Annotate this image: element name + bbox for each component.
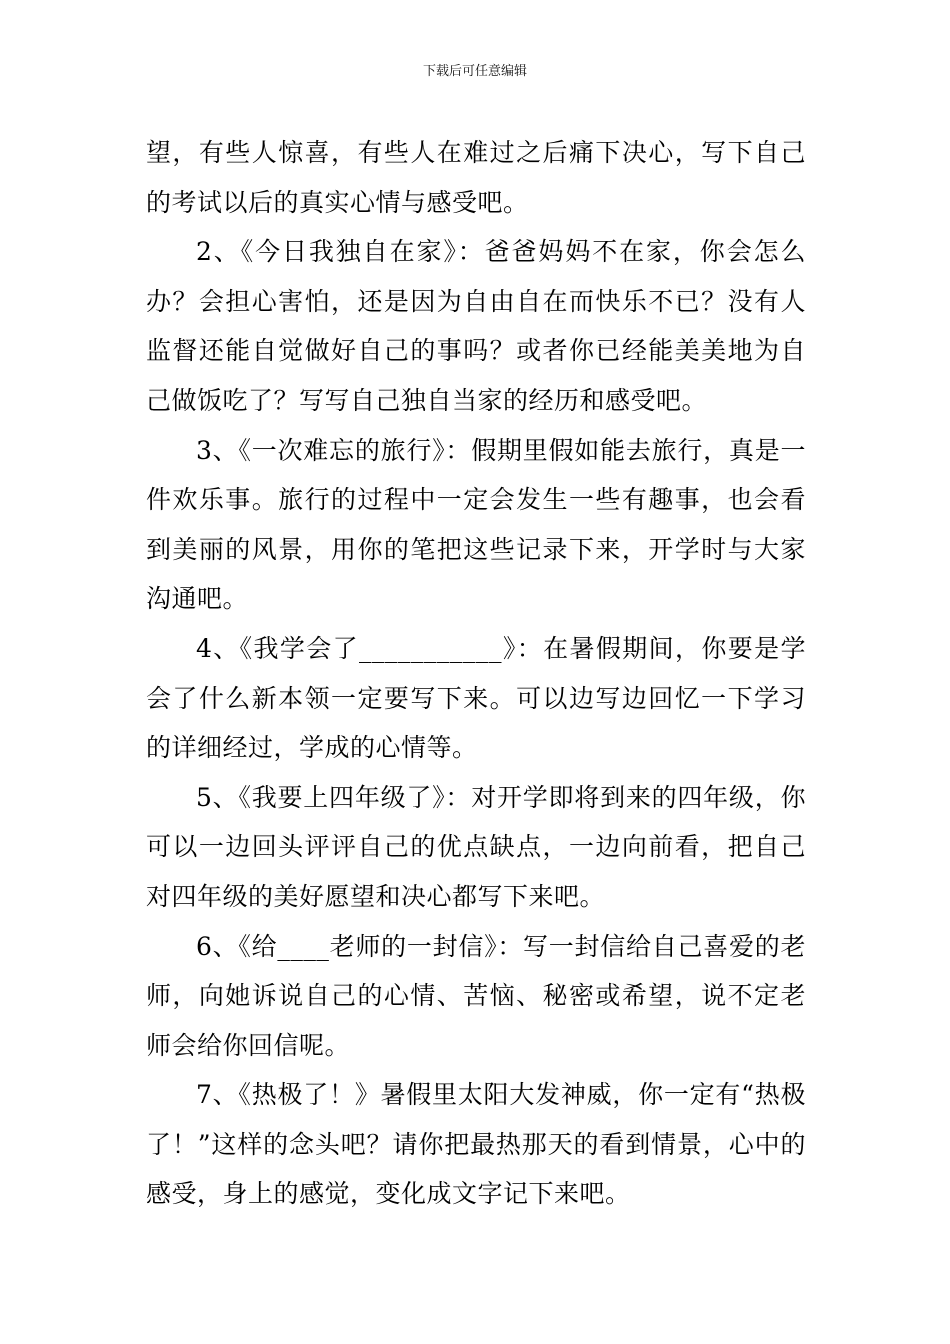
paragraph-topic-6: 6、《给____老师的一封信》：写一封信给自己喜爱的老师，向她诉说自己的心情、苦恼、秘密或希望，说不定老师会给你回信呢。	[146, 931, 806, 1060]
paragraph-topic-5: 5、《我要上四年级了》：对开学即将到来的四年级，你可以一边回头评评自己的优点缺点，一边向前看，把自己对四年级的美好愿望和决心都写下来吧。	[146, 782, 806, 911]
paragraph-continuation: 望，有些人惊喜，有些人在难过之后痛下决心，写下自己的考试以后的真实心情与感受吧。	[146, 138, 806, 217]
paragraph-topic-2: 2、《今日我独自在家》：爸爸妈妈不在家，你会怎么办？会担心害怕，还是因为自由自在而快乐不已？没有人监督还能自觉做好自己的事吗？或者你已经能美美地为自己做饭吃了？写写自己独自当家的经历和感受吧。	[146, 237, 806, 415]
page-header: 下载后可任意编辑	[422, 64, 527, 79]
paragraph-topic-7: 7、《热极了！》暑假里太阳大发神威，你一定有“热极了！”这样的念头吧？请你把最热那天的看到情景，心中的感受，身上的感觉，变化成文字记下来吧。	[146, 1080, 806, 1209]
document-body	[146, 128, 806, 1219]
paragraph-topic-3: 3、《一次难忘的旅行》：假期里假如能去旅行，真是一件欢乐事。旅行的过程中一定会发生一些有趣事，也会看到美丽的风景，用你的笔把这些记录下来，开学时与大家沟通吧。	[146, 435, 806, 614]
paragraph-topic-4: 4、《我学会了___________》：在暑假期间，你要是学会了什么新本领一定要写下来。可以边写边回忆一下学习的详细经过，学成的心情等。	[146, 633, 806, 763]
